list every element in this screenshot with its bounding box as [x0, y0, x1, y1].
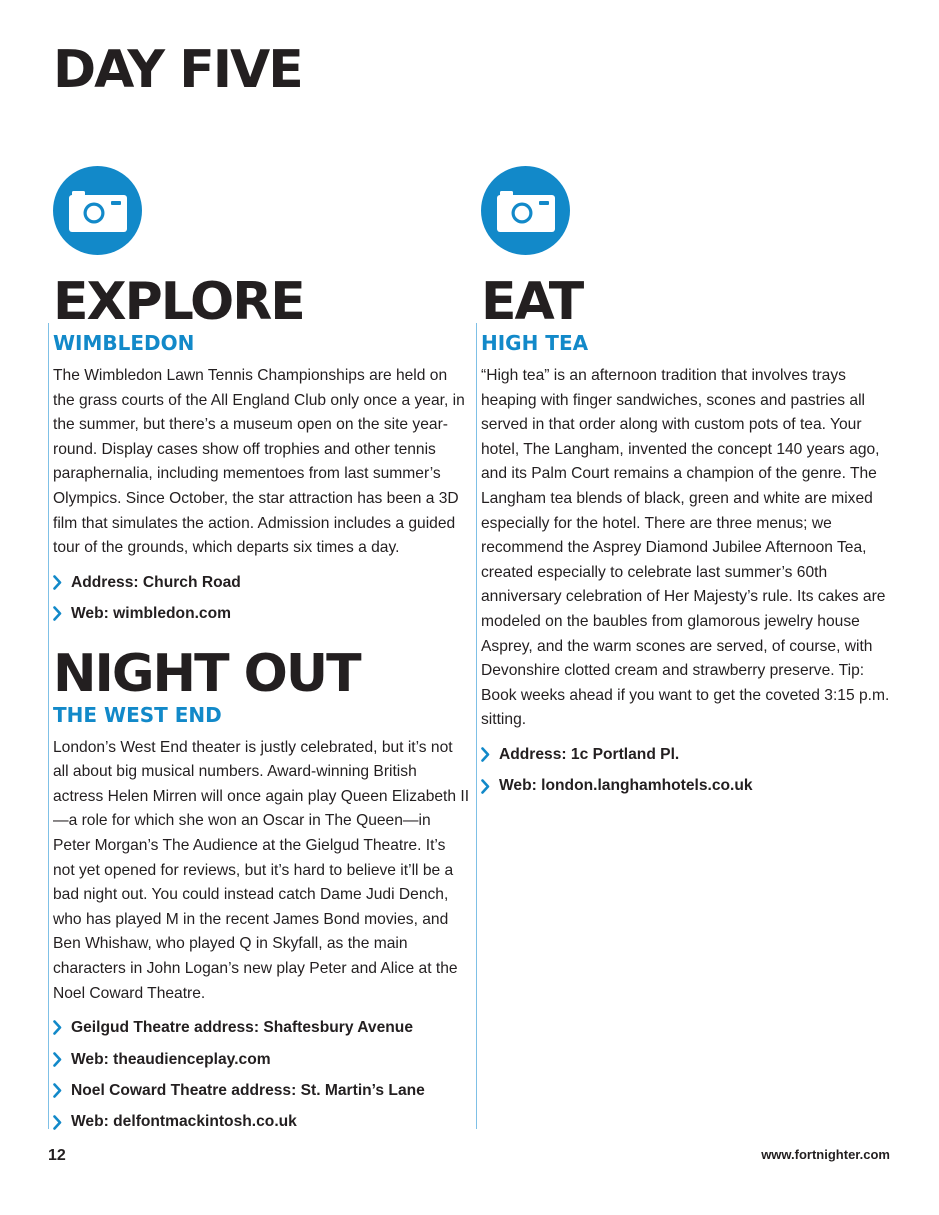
explore-web-link[interactable]: Web: wimbledon.com [71, 605, 231, 623]
list-item [53, 1075, 471, 1106]
right-column-rule [476, 323, 477, 1129]
chevron-right-icon [53, 606, 64, 621]
eat-heading: EAT [481, 272, 583, 332]
camera-icon [69, 190, 127, 232]
night-out-subheading: THE WEST END [53, 702, 222, 727]
list-item [481, 770, 893, 801]
eat-subheading: HIGH TEA [481, 331, 589, 355]
list-item [53, 1106, 471, 1137]
gielgud-address: Geilgud Theatre address: Shaftesbury Avenue [71, 1019, 413, 1037]
camera-icon [497, 190, 555, 232]
eat-section [481, 272, 893, 802]
chevron-right-icon [481, 779, 492, 794]
explore-details [53, 567, 471, 630]
chevron-right-icon [53, 1052, 64, 1067]
list-item [53, 598, 471, 629]
eat-web-link[interactable]: Web: london.langhamhotels.co.uk [499, 777, 753, 795]
explore-subheading: WIMBLEDON [53, 331, 195, 355]
left-column [53, 166, 471, 1138]
audience-web-link[interactable]: Web: theaudienceplay.com [71, 1050, 271, 1068]
list-item [53, 567, 471, 598]
night-out-heading: NIGHT OUT [53, 643, 360, 704]
night-out-details [53, 1012, 471, 1138]
explore-address: Address: Church Road [71, 573, 241, 591]
chevron-right-icon [53, 1020, 64, 1035]
explore-section [53, 272, 471, 630]
chevron-right-icon [53, 575, 64, 590]
list-item [53, 1012, 471, 1043]
explore-body: The Wimbledon Lawn Tennis Championships are held on the grass courts of the All England Club only once a year, in the summer, but there’s a museum open on the site year-round. Display cases show off trophies and other tennis paraphernalia, including mementoes from last summer’s Olympics. Since October, the star attraction has been a 3D film that simulates the action. Admission includes a guided tour of the grounds, which departs six times a day. [53, 367, 465, 557]
eat-address: Address: 1c Portland Pl. [499, 745, 680, 763]
website-link[interactable]: www.fortnighter.com [761, 1147, 890, 1162]
night-out-section [53, 643, 471, 1138]
eat-camera-badge [481, 166, 570, 255]
page-title: DAY FIVE [53, 40, 302, 100]
delfont-web-link[interactable]: Web: delfontmackintosh.co.uk [71, 1113, 297, 1131]
eat-body: “High tea” is an afternoon tradition that involves trays heaping with finger sandwiches, scones and pastries all served in that order along with custom pots of tea. Your hotel, The Langham, invented the concept 140 years ago, and its Palm Court remains a champion of the genre. The Langham tea blends of black, green and white are mixed especially for the hotel. There are three menus; we recommend the Asprey Diamond Jubilee Afternoon Tea, created especially to celebrate last summer’s 60th anniversary celebration of Her Majesty’s rule. Its cakes are modeled on the baubles from glamorous jewelry house Asprey, and the warm scones are served, of course, with Devonshire clotted cream and strawberry preserve. Tip: Book weeks ahead if you want to get the coveted 3:15 p.m. sitting. [481, 367, 890, 729]
chevron-right-icon [481, 747, 492, 762]
chevron-right-icon [53, 1115, 64, 1130]
explore-camera-badge [53, 166, 142, 255]
explore-heading: EXPLORE [53, 272, 304, 332]
left-column-rule [48, 323, 49, 1129]
list-item [481, 739, 893, 770]
chevron-right-icon [53, 1083, 64, 1098]
list-item [53, 1044, 471, 1075]
page-number: 12 [48, 1147, 66, 1164]
noel-coward-address: Noel Coward Theatre address: St. Martin’s Lane [71, 1081, 425, 1099]
eat-details [481, 739, 893, 802]
night-out-body: London’s West End theater is justly celebrated, but it’s not all about big musical numbers. Award-winning British actress Helen Mirren will once again play Queen Elizabeth II—a role for which she won an Oscar in The Queen—in Peter Morgan’s The Audience at the Gielgud Theatre. It’s not yet opened for reviews, but it’s hard to believe it’ll be a bad night out. You could instead catch Dame Judi Dench, who has played M in the recent James Bond movies, and Ben Whishaw, who played Q in Skyfall, as the main characters in John Logan’s new play Peter and Alice at the Noel Coward Theatre. [53, 738, 470, 1002]
right-column [481, 166, 893, 802]
